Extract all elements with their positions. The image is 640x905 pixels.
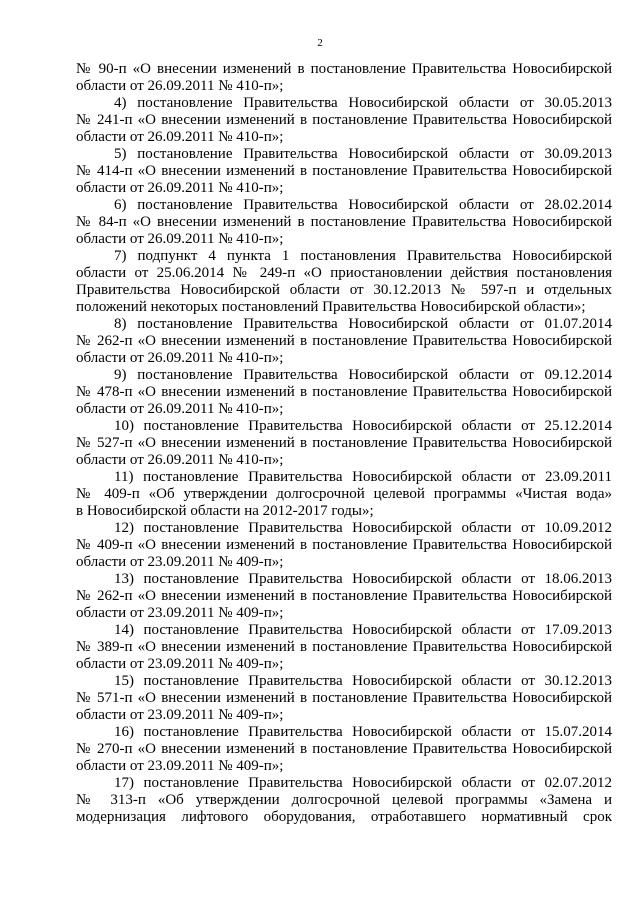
text-line: № 478-п «О внесении изменений в постановление Правительства Новосибирской: [76, 384, 612, 400]
text-line: области от 26.09.2011 № 410-п»;: [76, 350, 284, 366]
text-line: № 409-п «О внесении изменений в постановление Правительства Новосибирской: [76, 537, 612, 553]
text-line: 6) постановление Правительства Новосибирской области от 28.02.2014: [114, 197, 612, 213]
text-line: 8) постановление Правительства Новосибирской области от 01.07.2014: [114, 316, 612, 332]
paragraph: [76, 622, 612, 673]
text-line: области от 26.09.2011 № 410-п»;: [76, 180, 284, 196]
paragraph: [76, 95, 612, 146]
paragraph: [76, 61, 612, 95]
text-line: № 90-п «О внесении изменений в постановление Правительства Новосибирской: [76, 61, 612, 77]
paragraph: [76, 197, 612, 248]
text-line: 13) постановление Правительства Новосибирской области от 18.06.2013: [114, 571, 612, 587]
text-line: Правительства Новосибирской области от 30.12.2013 № 597-п и отдельных: [76, 282, 612, 298]
page-number: 2: [317, 37, 323, 49]
paragraph: [76, 571, 612, 622]
text-line: области от 23.09.2011 № 409-п»;: [76, 605, 284, 621]
text-line: области от 26.09.2011 № 410-п»;: [76, 78, 284, 94]
paragraph: [76, 316, 612, 367]
text-line: 7) подпункт 4 пункта 1 постановления Правительства Новосибирской: [114, 248, 612, 264]
text-line: 5) постановление Правительства Новосибирской области от 30.09.2013: [114, 146, 612, 162]
text-line: области от 26.09.2011 № 410-п»;: [76, 452, 284, 468]
text-line: 12) постановление Правительства Новосибирской области от 10.09.2012: [114, 520, 612, 536]
paragraph: [76, 248, 612, 316]
text-line: 4) постановление Правительства Новосибирской области от 30.05.2013: [114, 95, 612, 111]
text-line: области от 23.09.2011 № 409-п»;: [76, 758, 284, 774]
text-line: 9) постановление Правительства Новосибирской области от 09.12.2014: [114, 367, 612, 383]
text-line: области от 23.09.2011 № 409-п»;: [76, 554, 284, 570]
text-line: № 414-п «О внесении изменений в постановление Правительства Новосибирской: [76, 163, 612, 179]
text-line: 14) постановление Правительства Новосибирской области от 17.09.2013: [114, 622, 612, 638]
document-body: [76, 61, 612, 826]
text-line: 11) постановление Правительства Новосибирской области от 23.09.2011: [114, 469, 612, 485]
text-line: № 571-п «О внесении изменений в постановление Правительства Новосибирской: [76, 690, 612, 706]
paragraph: [76, 146, 612, 197]
text-line: области от 26.09.2011 № 410-п»;: [76, 401, 284, 417]
paragraph: [76, 775, 612, 826]
text-line: области от 26.09.2011 № 410-п»;: [76, 231, 284, 247]
text-line: 16) постановление Правительства Новосибирской области от 15.07.2014: [114, 724, 612, 740]
text-line: № 84-п «О внесении изменений в постановление Правительства Новосибирской: [76, 214, 612, 230]
paragraph: [76, 724, 612, 775]
text-line: № 270-п «О внесении изменений в постановление Правительства Новосибирской: [76, 741, 612, 757]
paragraph: [76, 673, 612, 724]
text-line: № 262-п «О внесении изменений в постановление Правительства Новосибирской: [76, 333, 612, 349]
text-line: области от 25.06.2014 № 249-п «О приостановлении действия постановления: [76, 265, 612, 281]
text-line: № 409-п «Об утверждении долгосрочной целевой программы «Чистая вода»: [76, 486, 612, 502]
paragraph: [76, 418, 612, 469]
text-line: № 527-п «О внесении изменений в постановление Правительства Новосибирской: [76, 435, 612, 451]
text-line: 15) постановление Правительства Новосибирской области от 30.12.2013: [114, 673, 612, 689]
paragraph: [76, 367, 612, 418]
text-line: положений некоторых постановлений Правительства Новосибирской области»;: [76, 299, 586, 315]
paragraph: [76, 520, 612, 571]
text-line: № 262-п «О внесении изменений в постановление Правительства Новосибирской: [76, 588, 612, 604]
text-line: области от 26.09.2011 № 410-п»;: [76, 129, 284, 145]
text-line: области от 23.09.2011 № 409-п»;: [76, 707, 284, 723]
text-line: области от 23.09.2011 № 409-п»;: [76, 656, 284, 672]
paragraph: [76, 469, 612, 520]
text-line: в Новосибирской области на 2012-2017 годы»;: [76, 503, 374, 519]
text-line: № 389-п «О внесении изменений в постановление Правительства Новосибирской: [76, 639, 612, 655]
text-line: № 241-п «О внесении изменений в постановление Правительства Новосибирской: [76, 112, 612, 128]
text-line: 17) постановление Правительства Новосибирской области от 02.07.2012: [114, 775, 612, 791]
text-line: 10) постановление Правительства Новосибирской области от 25.12.2014: [114, 418, 612, 434]
text-line: модернизация лифтового оборудования, отработавшего нормативный срок: [76, 809, 612, 825]
text-line: № 313-п «Об утверждении долгосрочной целевой программы «Замена и: [76, 792, 612, 808]
